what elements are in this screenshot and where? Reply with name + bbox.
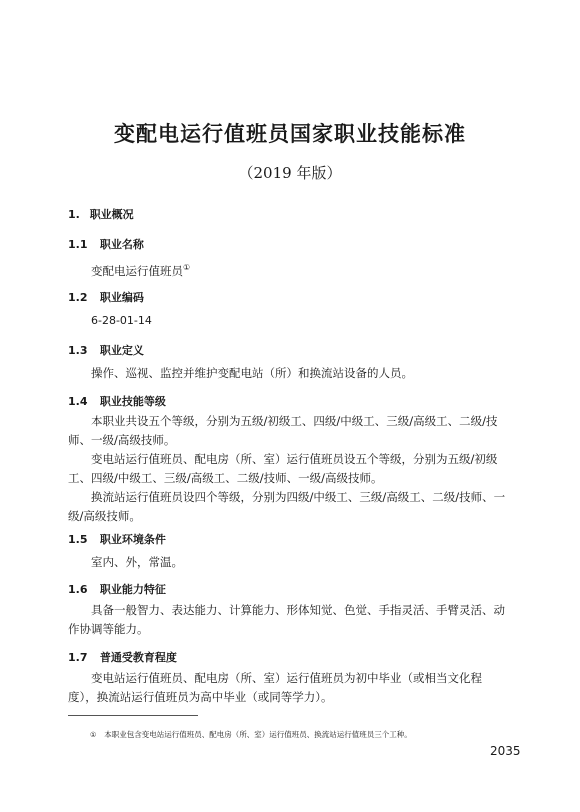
skill-levels-paragraph-1: 本职业共设五个等级，分别为五级/初级工、四级/中级工、三级/高级工、二级/技师、一级/高级技师。	[68, 414, 498, 447]
section-label: 职业编码	[99, 291, 144, 304]
document-subtitle: （2019 年版）	[238, 164, 342, 182]
section-number: 1.	[68, 208, 80, 221]
document-title: 变配电运行值班员国家职业技能标准	[114, 122, 466, 146]
section-number: 1.3	[68, 344, 88, 357]
section-heading-1-1	[68, 236, 144, 252]
skill-levels-paragraph-2: 变电站运行值班员、配电房（所、室）运行值班员设五个等级，分别为五级/初级工、四级/中级工、三级/高级工、二级/技师、一级/高级技师。	[68, 452, 498, 485]
footnote	[90, 729, 412, 740]
environment-conditions: 室内、外，常温。	[91, 555, 183, 569]
section-label: 职业定义	[99, 344, 144, 357]
ability-characteristics: 具备一般智力、表达能力、计算能力、形体知觉、色觉、手指灵活、手臂灵活、动作协调等能力。	[68, 603, 505, 636]
occupation-name	[91, 259, 190, 280]
footnote-reference: ①	[183, 263, 191, 272]
occupation-definition: 操作、巡视、监控并维护变配电站（所）和换流站设备的人员。	[91, 366, 413, 380]
footnote-divider	[68, 715, 198, 716]
education-level: 变电站运行值班员、配电房（所、室）运行值班员为初中毕业（或相当文化程度），换流站运行值班员为高中毕业（或同等学力）。	[68, 671, 482, 704]
section-number: 1.6	[68, 583, 88, 596]
section-label: 职业名称	[99, 238, 144, 251]
section-heading-1-3	[68, 342, 144, 358]
page-number: 2035	[490, 744, 521, 758]
section-number: 1.4	[68, 395, 88, 408]
occupation-code: 6-28-01-14	[91, 314, 152, 327]
section-label: 职业能力特征	[99, 583, 166, 596]
section-heading-1-6	[68, 581, 166, 597]
footnote-mark: ①	[90, 731, 97, 739]
section-number: 1.5	[68, 533, 88, 546]
section-number: 1.2	[68, 291, 88, 304]
section-label: 职业环境条件	[99, 533, 166, 546]
section-number: 1.1	[68, 238, 88, 251]
section-label: 职业技能等级	[99, 395, 166, 408]
footnote-text: 本职业包含变电站运行值班员、配电房（所、室）运行值班员、换流站运行值班员三个工种。	[104, 730, 412, 739]
section-heading-1-4	[68, 393, 166, 409]
section-number: 1.7	[68, 651, 88, 664]
section-heading-1-7	[68, 649, 177, 665]
skill-levels-paragraph-3: 换流站运行值班员设四个等级，分别为四级/中级工、三级/高级工、二级/技师、一级/高级技师。	[68, 490, 506, 523]
section-label: 普通受教育程度	[99, 651, 177, 664]
occupation-name-text: 变配电运行值班员	[91, 263, 183, 278]
section-heading-1	[68, 206, 134, 222]
section-label: 职业概况	[89, 208, 134, 221]
section-heading-1-2	[68, 289, 144, 305]
section-heading-1-5	[68, 531, 166, 547]
